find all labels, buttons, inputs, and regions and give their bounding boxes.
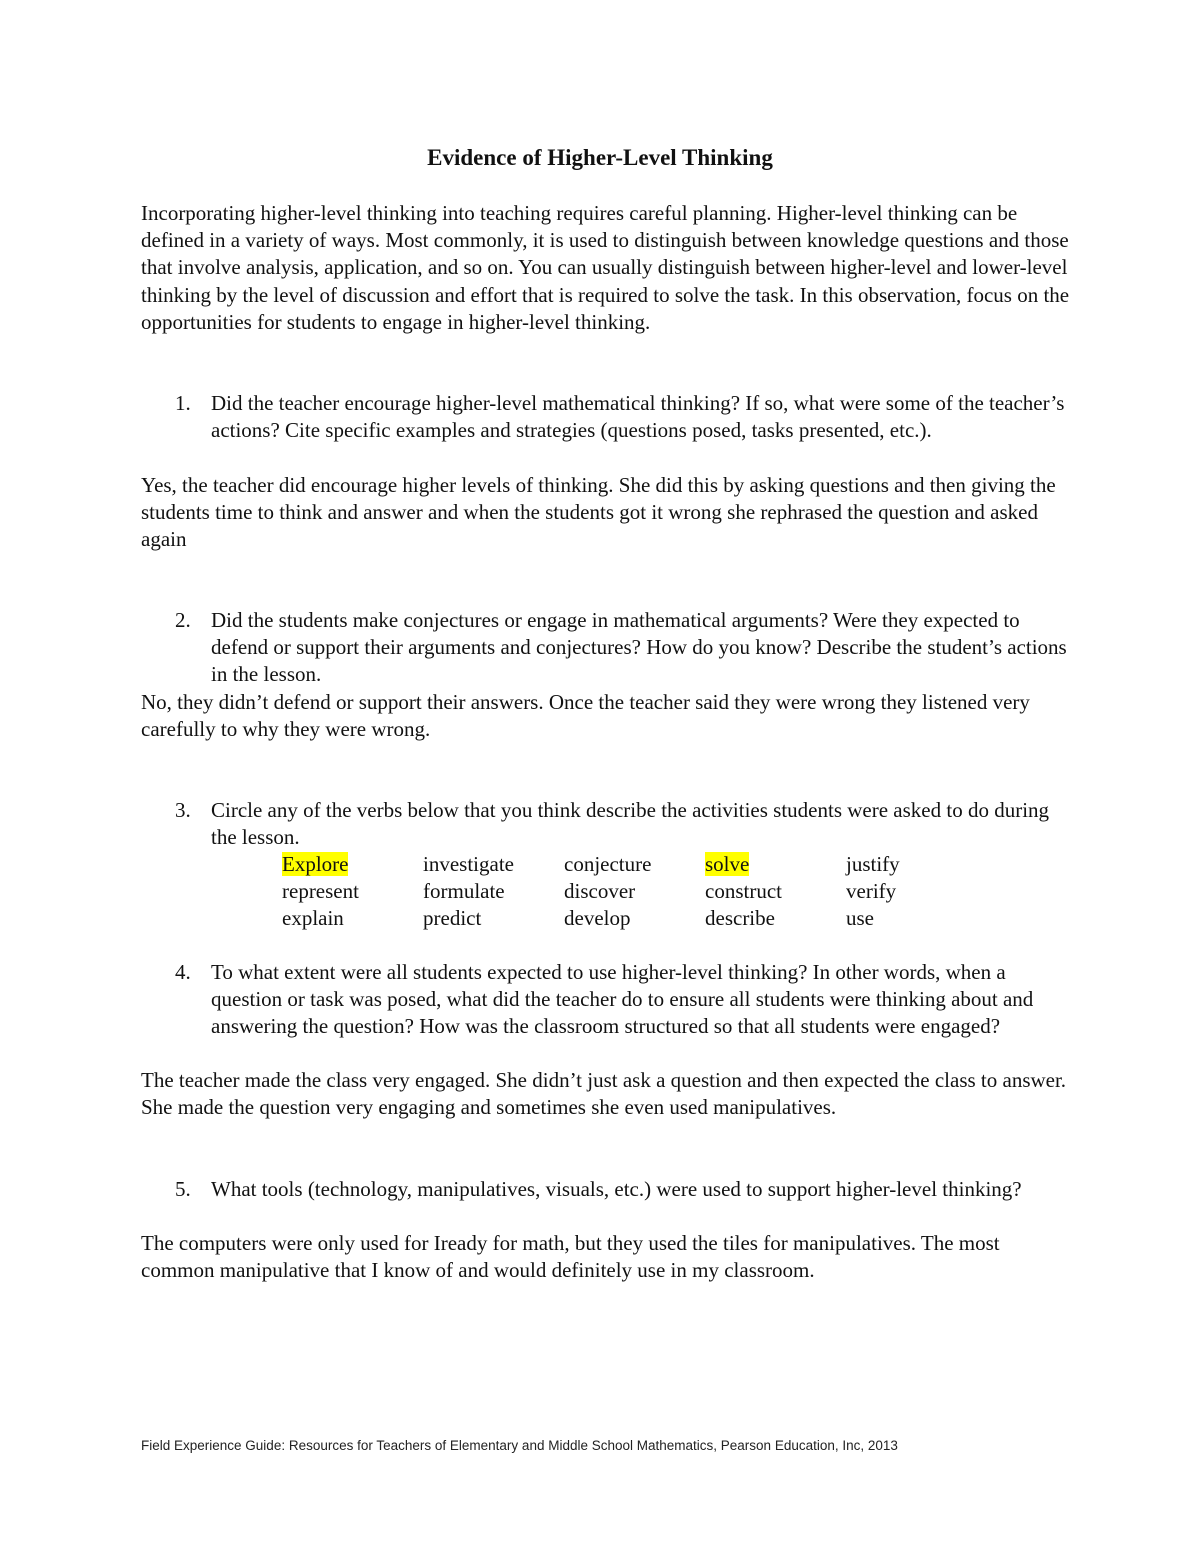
answer-2: No, they didn’t defend or support their answers. Once the teacher said they were wrong they listened very carefully to why they were wrong. bbox=[141, 690, 1030, 742]
answer-5: The computers were only used for Iready for math, but they used the tiles for manipulatives. The most common manipulative that I know of and would definitely use in my classroom. bbox=[141, 1231, 1000, 1283]
verb-develop: develop bbox=[564, 906, 631, 931]
page-title: Evidence of Higher-Level Thinking bbox=[427, 145, 773, 170]
verb-row bbox=[282, 851, 987, 878]
verb-explore bbox=[282, 851, 423, 878]
verb-solve bbox=[705, 851, 846, 878]
question-number: 4. bbox=[175, 960, 191, 984]
verb-conjecture: conjecture bbox=[564, 852, 652, 876]
verb-construct: construct bbox=[705, 879, 782, 904]
verb-verify: verify bbox=[846, 879, 897, 904]
verb-row bbox=[282, 878, 987, 905]
question-2 bbox=[141, 607, 1071, 689]
question-text: To what extent were all students expected to use higher-level thinking? In other words, when a question or task was posed, what did the teacher do to ensure all students were thinking about and answering the question? How was the classroom structured so that all students were engaged? bbox=[211, 960, 1034, 1039]
verb-investigate: investigate bbox=[423, 852, 514, 876]
verb-formulate: formulate bbox=[423, 879, 505, 904]
verb-use: use bbox=[846, 906, 874, 931]
page-footer: Field Experience Guide: Resources for Teachers of Elementary and Middle School Mathematics, Pearson Education, Inc, 2013 bbox=[141, 1438, 898, 1453]
question-text: Did the students make conjectures or engage in mathematical arguments? Were they expected to defend or support their arguments and conjectures? How do you know? Describe the student’s actions in the lesson. bbox=[211, 608, 1067, 687]
verb-grid bbox=[282, 851, 987, 933]
question-5 bbox=[141, 1176, 1071, 1203]
question-text: Circle any of the verbs below that you think describe the activities students were asked to do during the lesson. bbox=[211, 798, 1050, 850]
verb-describe: describe bbox=[705, 906, 775, 931]
question-text: What tools (technology, manipulatives, visuals, etc.) were used to support higher-level thinking? bbox=[211, 1177, 1022, 1201]
verb-discover: discover bbox=[564, 879, 636, 904]
question-4 bbox=[141, 959, 1071, 1041]
intro-paragraph: Incorporating higher-level thinking into teaching requires careful planning. Higher-level thinking can be defined in a variety of ways. Most commonly, it is used to distinguish between knowledge questions and those that involve analysis, application, and so on. You can usually distinguish between higher-level and lower-level thinking by the level of discussion and effort that is required to solve the task. In this observation, focus on the opportunities for students to engage in higher-level thinking. bbox=[141, 201, 1070, 334]
answer-1: Yes, the teacher did encourage higher levels of thinking. She did this by asking questions and then giving the students time to think and answer and when the students got it wrong she rephrased the question and asked again bbox=[141, 473, 1056, 552]
question-number: 5. bbox=[175, 1177, 191, 1201]
verb-represent: represent bbox=[282, 879, 359, 904]
question-3 bbox=[141, 797, 1071, 851]
question-number: 2. bbox=[175, 608, 191, 632]
question-text: Did the teacher encourage higher-level mathematical thinking? If so, what were some of the teacher’s actions? Cite specific examples and strategies (questions posed, tasks presented, etc.). bbox=[211, 391, 1065, 443]
verb-predict: predict bbox=[423, 906, 482, 931]
answer-4: The teacher made the class very engaged. She didn’t just ask a question and then expected the class to answer. She made the question very engaging and sometimes she even used manipulatives. bbox=[141, 1068, 1067, 1120]
verb-row bbox=[282, 905, 987, 932]
highlighted-verb: Explore bbox=[282, 852, 349, 876]
highlighted-verb: solve bbox=[705, 852, 750, 876]
question-number: 1. bbox=[175, 391, 191, 415]
verb-justify: justify bbox=[846, 852, 900, 876]
verb-explain: explain bbox=[282, 906, 344, 931]
question-1 bbox=[141, 390, 1071, 444]
question-number: 3. bbox=[175, 798, 191, 822]
